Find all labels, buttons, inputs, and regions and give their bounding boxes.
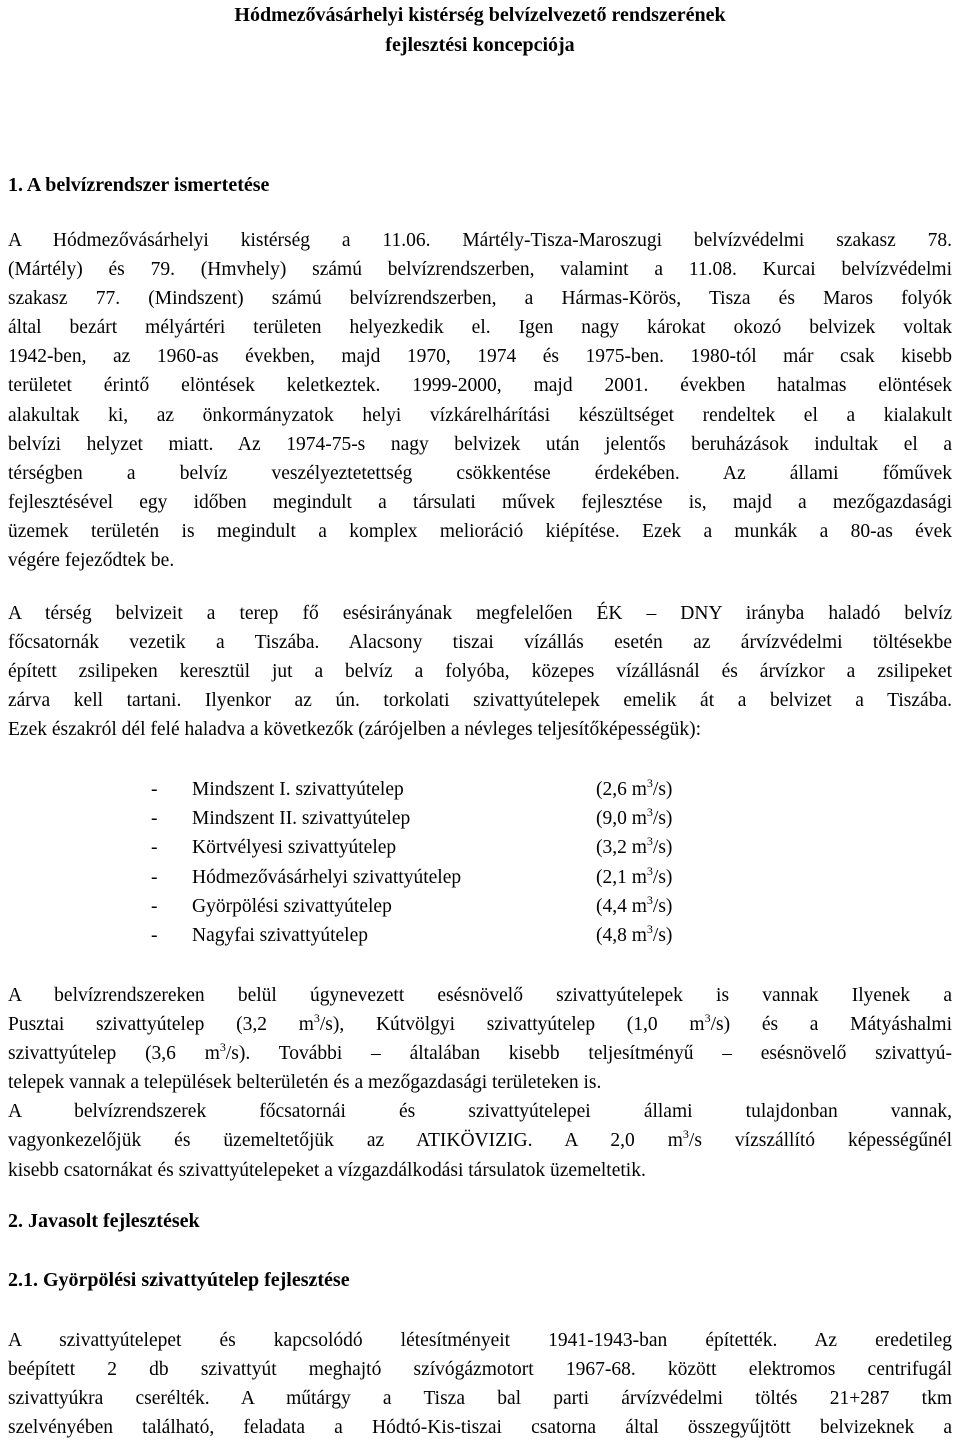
text-line: A belvízrendszereken belül úgynevezett esésnövelő szivattyútelepek is vannak Ilyenek a [8,985,952,1006]
station-name: Mindszent II. szivattyútelep [192,808,411,830]
section-2-heading: 2. Javasolt fejlesztések [8,1210,200,1232]
text-line: végére fejeződtek be. [8,550,175,572]
text-line: szivattyúkra cserélték. A műtárgy a Tisza bal parti árvízvédelmi töltés 21+287 tkm [8,1388,952,1410]
text-line: 1942-ben, az 1960-as években, majd 1970, 1974 és 1975-ben. 1980-tól már csak kisebb [8,346,952,368]
section-1-heading: 1. A belvízrendszer ismertetése [8,174,270,196]
station-capacity: (3,2 $m^3/s$) [596,834,673,859]
section-1-paragraph-3 [8,981,952,1185]
text-line: belvízi helyzet miatt. Az 1974-75-s nagy belvizek után jelentős beruházások indultak el a [8,433,952,455]
pumping-station-list [0,775,960,950]
text-line: A belvízrendszerek főcsatornái és szivattyútelepei állami tulajdonban vannak, [8,1101,952,1123]
document-title [0,0,960,60]
list-item [0,804,960,833]
text-line: által bezárt mélyártéri területen helyezkedik el. Igen nagy károkat okozó belvizek voltak [8,317,952,339]
section-2-1-paragraph [8,1326,952,1442]
text-line: beépített 2 db szivattyút meghajtó szívógázmotort 1967-68. között elektromos centrifugál [8,1359,952,1381]
station-name: Körtvélyesi szivattyútelep [192,837,397,859]
text-line: telepek vannak a települések belterületén és a mezőgazdasági területeken is. [8,1072,602,1094]
text-line: fejlesztésével egy időben megindult a társulati művek fejlesztése is, majd a mezőgazdasági [8,491,952,513]
station-capacity: (4,8 $m^3/s$) [596,921,673,946]
station-name: Hódmezővásárhelyi szivattyútelep [192,866,462,888]
section-2-1-heading: 2.1. Györpölési szivattyútelep fejlesztése [8,1269,350,1291]
list-dash: - [151,837,158,859]
station-capacity: (4,4 $m^3/s$) [596,892,673,917]
text-line: szelvényében található, feladata a Hódtó-Kis-tiszai csatorna által összegyűjtött belvizeknek a [8,1417,952,1439]
text-line: zárva kell tartani. Ilyenkor az ún. torkolati szivattyútelepek emelik át a belvizet a Tiszába. [8,690,952,712]
section-1-paragraph-2 [8,599,952,744]
list-item [0,863,960,892]
station-name: Györpölési szivattyútelep [192,895,392,917]
station-capacity: (2,1 $m^3/s$) [596,863,673,888]
text-line: A szivattyútelepet és kapcsolódó létesítményeit 1941-1943-ban építették. Az eredetileg [8,1330,952,1351]
text-line: Pusztai szivattyútelep (3,2 $m^3/s$), Kútvölgyi szivattyútelep (1,0 $m^3/s$) és a Mátyáshalmi [8,1011,952,1036]
text-line: kisebb csatornákat és szivattyútelepeket a vízgazdálkodási társulatok üzemeltetik. [8,1159,646,1181]
text-line: üzemek területén is megindult a komplex melioráció kiépítése. Ezek a munkák a 80-as évek [8,520,952,542]
list-dash: - [151,895,158,917]
title-line-1: Hódmezővásárhelyi kistérség belvízelvezető rendszerének [234,4,726,26]
station-capacity: (2,6 $m^3/s$) [596,776,673,800]
text-line: főcsatornák vezetik a Tiszába. Alacsony tiszai vízállás esetén az árvízvédelmi töltésekbe [8,632,952,654]
title-line-2: fejlesztési koncepciója [385,34,575,56]
list-dash: - [151,808,158,830]
station-name: Nagyfai szivattyútelep [192,924,368,946]
text-line: területet érintő elöntések keletkeztek. 1999-2000, majd 2001. években hatalmas elöntések [8,375,952,397]
text-line: épített zsilipeken keresztül jut a belvíz a folyóba, közepes vízállásnál és árvízkor a zsilipeket [8,661,952,683]
list-item [0,833,960,862]
text-line: alakultak ki, az önkormányzatok helyi vízkárelhárítási készültséget rendeltek el a kialakult [8,404,952,426]
list-item [0,775,960,804]
text-line: A térség belvizeit a terep fő esésirányának megfelelően ÉK – DNY irányba haladó belvíz [8,603,952,624]
text-line: A Hódmezővásárhelyi kistérség a 11.06. Mártély-Tisza-Maroszugi belvízvédelmi szakasz 78. [8,230,952,251]
list-item [0,921,960,950]
list-dash: - [151,866,158,888]
text-line: (Mártély) és 79. (Hmvhely) számú belvízrendszerben, valamint a 11.08. Kurcai belvízvédelmi [8,259,952,281]
text-line: Ezek északról dél felé haladva a következők (zárójelben a névleges teljesítőképességük): [8,719,702,741]
text-line: szakasz 77. (Mindszent) számú belvízrendszerben, a Hármas-Körös, Tisza és Maros folyók [8,288,952,310]
list-item [0,892,960,921]
list-dash: - [151,779,158,800]
list-dash: - [151,924,158,946]
text-line: térségben a belvíz veszélyeztetettség csökkentése érdekében. Az állami főművek [8,462,952,484]
station-capacity: (9,0 $m^3/s$) [596,805,673,830]
text-line: szivattyútelep (3,6 $m^3/s$). További – általában kisebb teljesítményű – esésnövelő szivattyú- [8,1040,952,1065]
text-line: vagyonkezelőjük és üzemeltetőjük az ATIKÖVIZIG. A 2,0 $m^3/s$ vízszállító képességűnél [8,1127,952,1152]
station-name: Mindszent I. szivattyútelep [192,779,404,800]
section-1-paragraph-1 [8,226,952,575]
